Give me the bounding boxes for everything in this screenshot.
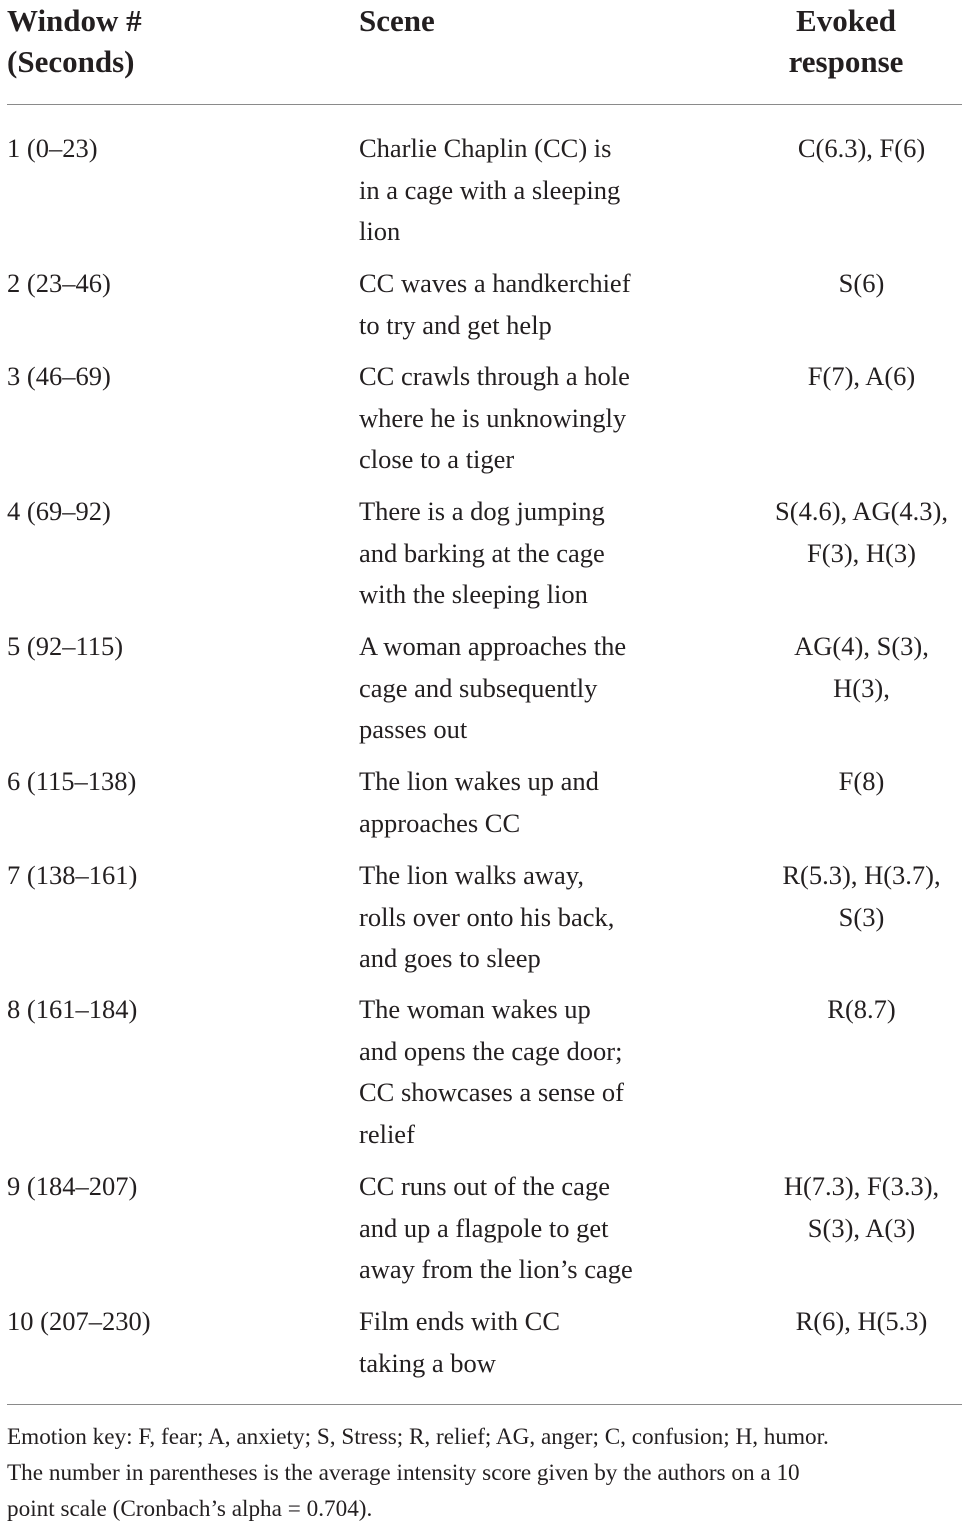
scene-line: A woman approaches the xyxy=(359,631,627,661)
response-line: F(8) xyxy=(838,766,885,796)
header-scene-line: Scene xyxy=(359,3,435,38)
header-scene xyxy=(359,0,435,41)
cell-scene xyxy=(359,263,631,346)
cell-scene xyxy=(359,855,614,980)
response-line: R(8.7) xyxy=(827,994,896,1024)
scene-line: CC crawls through a hole xyxy=(359,361,630,391)
cell-window: 10 (207–230) xyxy=(7,1306,151,1336)
cell-response xyxy=(745,356,968,398)
response-line: S(4.6), AG(4.3), xyxy=(775,496,948,526)
cell-scene xyxy=(359,128,620,253)
scene-line: in a cage with a sleeping xyxy=(359,174,621,205)
response-line: H(3), xyxy=(833,672,890,703)
response-line: S(6) xyxy=(838,268,885,298)
response-line: AG(4), S(3), xyxy=(794,631,929,661)
response-line: F(3), H(3) xyxy=(807,537,916,568)
scene-line: passes out xyxy=(359,714,468,745)
cell-window: 3 (46–69) xyxy=(7,361,111,391)
cell-response xyxy=(745,1166,968,1249)
cell-response xyxy=(745,626,968,709)
header-response-line: response xyxy=(788,44,904,79)
response-line: S(3) xyxy=(838,901,885,932)
cell-scene xyxy=(359,1301,560,1384)
scene-line: lion xyxy=(359,216,401,247)
response-line: H(7.3), F(3.3), xyxy=(783,1171,940,1201)
cell-response xyxy=(745,491,968,574)
scene-line: and goes to sleep xyxy=(359,943,541,974)
scene-line: and opens the cage door; xyxy=(359,1035,623,1066)
cell-scene xyxy=(359,989,624,1155)
header-window xyxy=(7,0,142,82)
header-window-line: Window # xyxy=(7,3,142,38)
table-footnote xyxy=(7,1419,965,1527)
cell-window: 6 (115–138) xyxy=(7,766,137,796)
scene-line: The lion walks away, xyxy=(359,860,584,890)
response-line: F(7), A(6) xyxy=(807,361,916,391)
scene-line: where he is unknowingly xyxy=(359,402,627,433)
cell-response xyxy=(745,989,968,1031)
scene-line: taking a bow xyxy=(359,1347,496,1378)
scene-line: relief xyxy=(359,1118,415,1149)
header-rule xyxy=(7,104,962,105)
scene-line: CC runs out of the cage xyxy=(359,1171,610,1201)
cell-response xyxy=(745,761,968,803)
scene-line: There is a dog jumping xyxy=(359,496,605,526)
scene-line: Charlie Chaplin (CC) is xyxy=(359,133,612,163)
footer-rule xyxy=(7,1404,962,1405)
scene-line: cage and subsequently xyxy=(359,672,598,703)
cell-window: 2 (23–46) xyxy=(7,268,111,298)
cell-response xyxy=(745,263,968,305)
response-line: R(5.3), H(3.7), xyxy=(782,860,941,890)
table-header xyxy=(0,0,968,104)
scene-line: Film ends with CC xyxy=(359,1306,560,1336)
scene-line: The woman wakes up xyxy=(359,994,591,1024)
scene-line: and barking at the cage xyxy=(359,537,605,568)
scene-line: away from the lion’s cage xyxy=(359,1254,633,1285)
scene-line: and up a flagpole to get xyxy=(359,1212,609,1243)
response-line: S(3), A(3) xyxy=(807,1212,916,1243)
scene-line: rolls over onto his back, xyxy=(359,901,615,932)
cell-window: 8 (161–184) xyxy=(7,994,138,1024)
scene-line: approaches CC xyxy=(359,807,521,838)
header-window-line: (Seconds) xyxy=(7,44,135,79)
cell-window: 5 (92–115) xyxy=(7,631,124,661)
cell-scene xyxy=(359,491,605,616)
scene-line: The lion wakes up and xyxy=(359,766,599,796)
cell-scene xyxy=(359,356,630,481)
scene-line: close to a tiger xyxy=(359,444,515,475)
cell-window: 1 (0–23) xyxy=(7,133,98,163)
cell-response xyxy=(745,128,968,170)
cell-scene xyxy=(359,626,626,751)
response-line: C(6.3), F(6) xyxy=(797,133,926,163)
scene-line: CC showcases a sense of xyxy=(359,1077,624,1108)
cell-window: 4 (69–92) xyxy=(7,496,111,526)
cell-response xyxy=(745,1301,968,1343)
cell-scene xyxy=(359,1166,633,1291)
footnote-line: The number in parentheses is the average intensity score given by the authors on a 10 xyxy=(7,1460,800,1486)
scene-line: CC waves a handkerchief xyxy=(359,268,631,298)
footnote-line: point scale (Cronbach’s alpha = 0.704). xyxy=(7,1496,373,1522)
header-response-line: Evoked xyxy=(796,3,896,38)
cell-scene xyxy=(359,761,599,844)
scene-line: to try and get help xyxy=(359,309,552,340)
footnote-line: Emotion key: F, fear; A, anxiety; S, Stress; R, relief; AG, anger; C, confusion; H, humor. xyxy=(7,1424,829,1450)
cell-window: 9 (184–207) xyxy=(7,1171,138,1201)
cell-window: 7 (138–161) xyxy=(7,860,138,890)
header-response xyxy=(756,0,936,82)
response-line: R(6), H(5.3) xyxy=(795,1306,928,1336)
scene-line: with the sleeping lion xyxy=(359,579,588,610)
cell-response xyxy=(745,855,968,938)
